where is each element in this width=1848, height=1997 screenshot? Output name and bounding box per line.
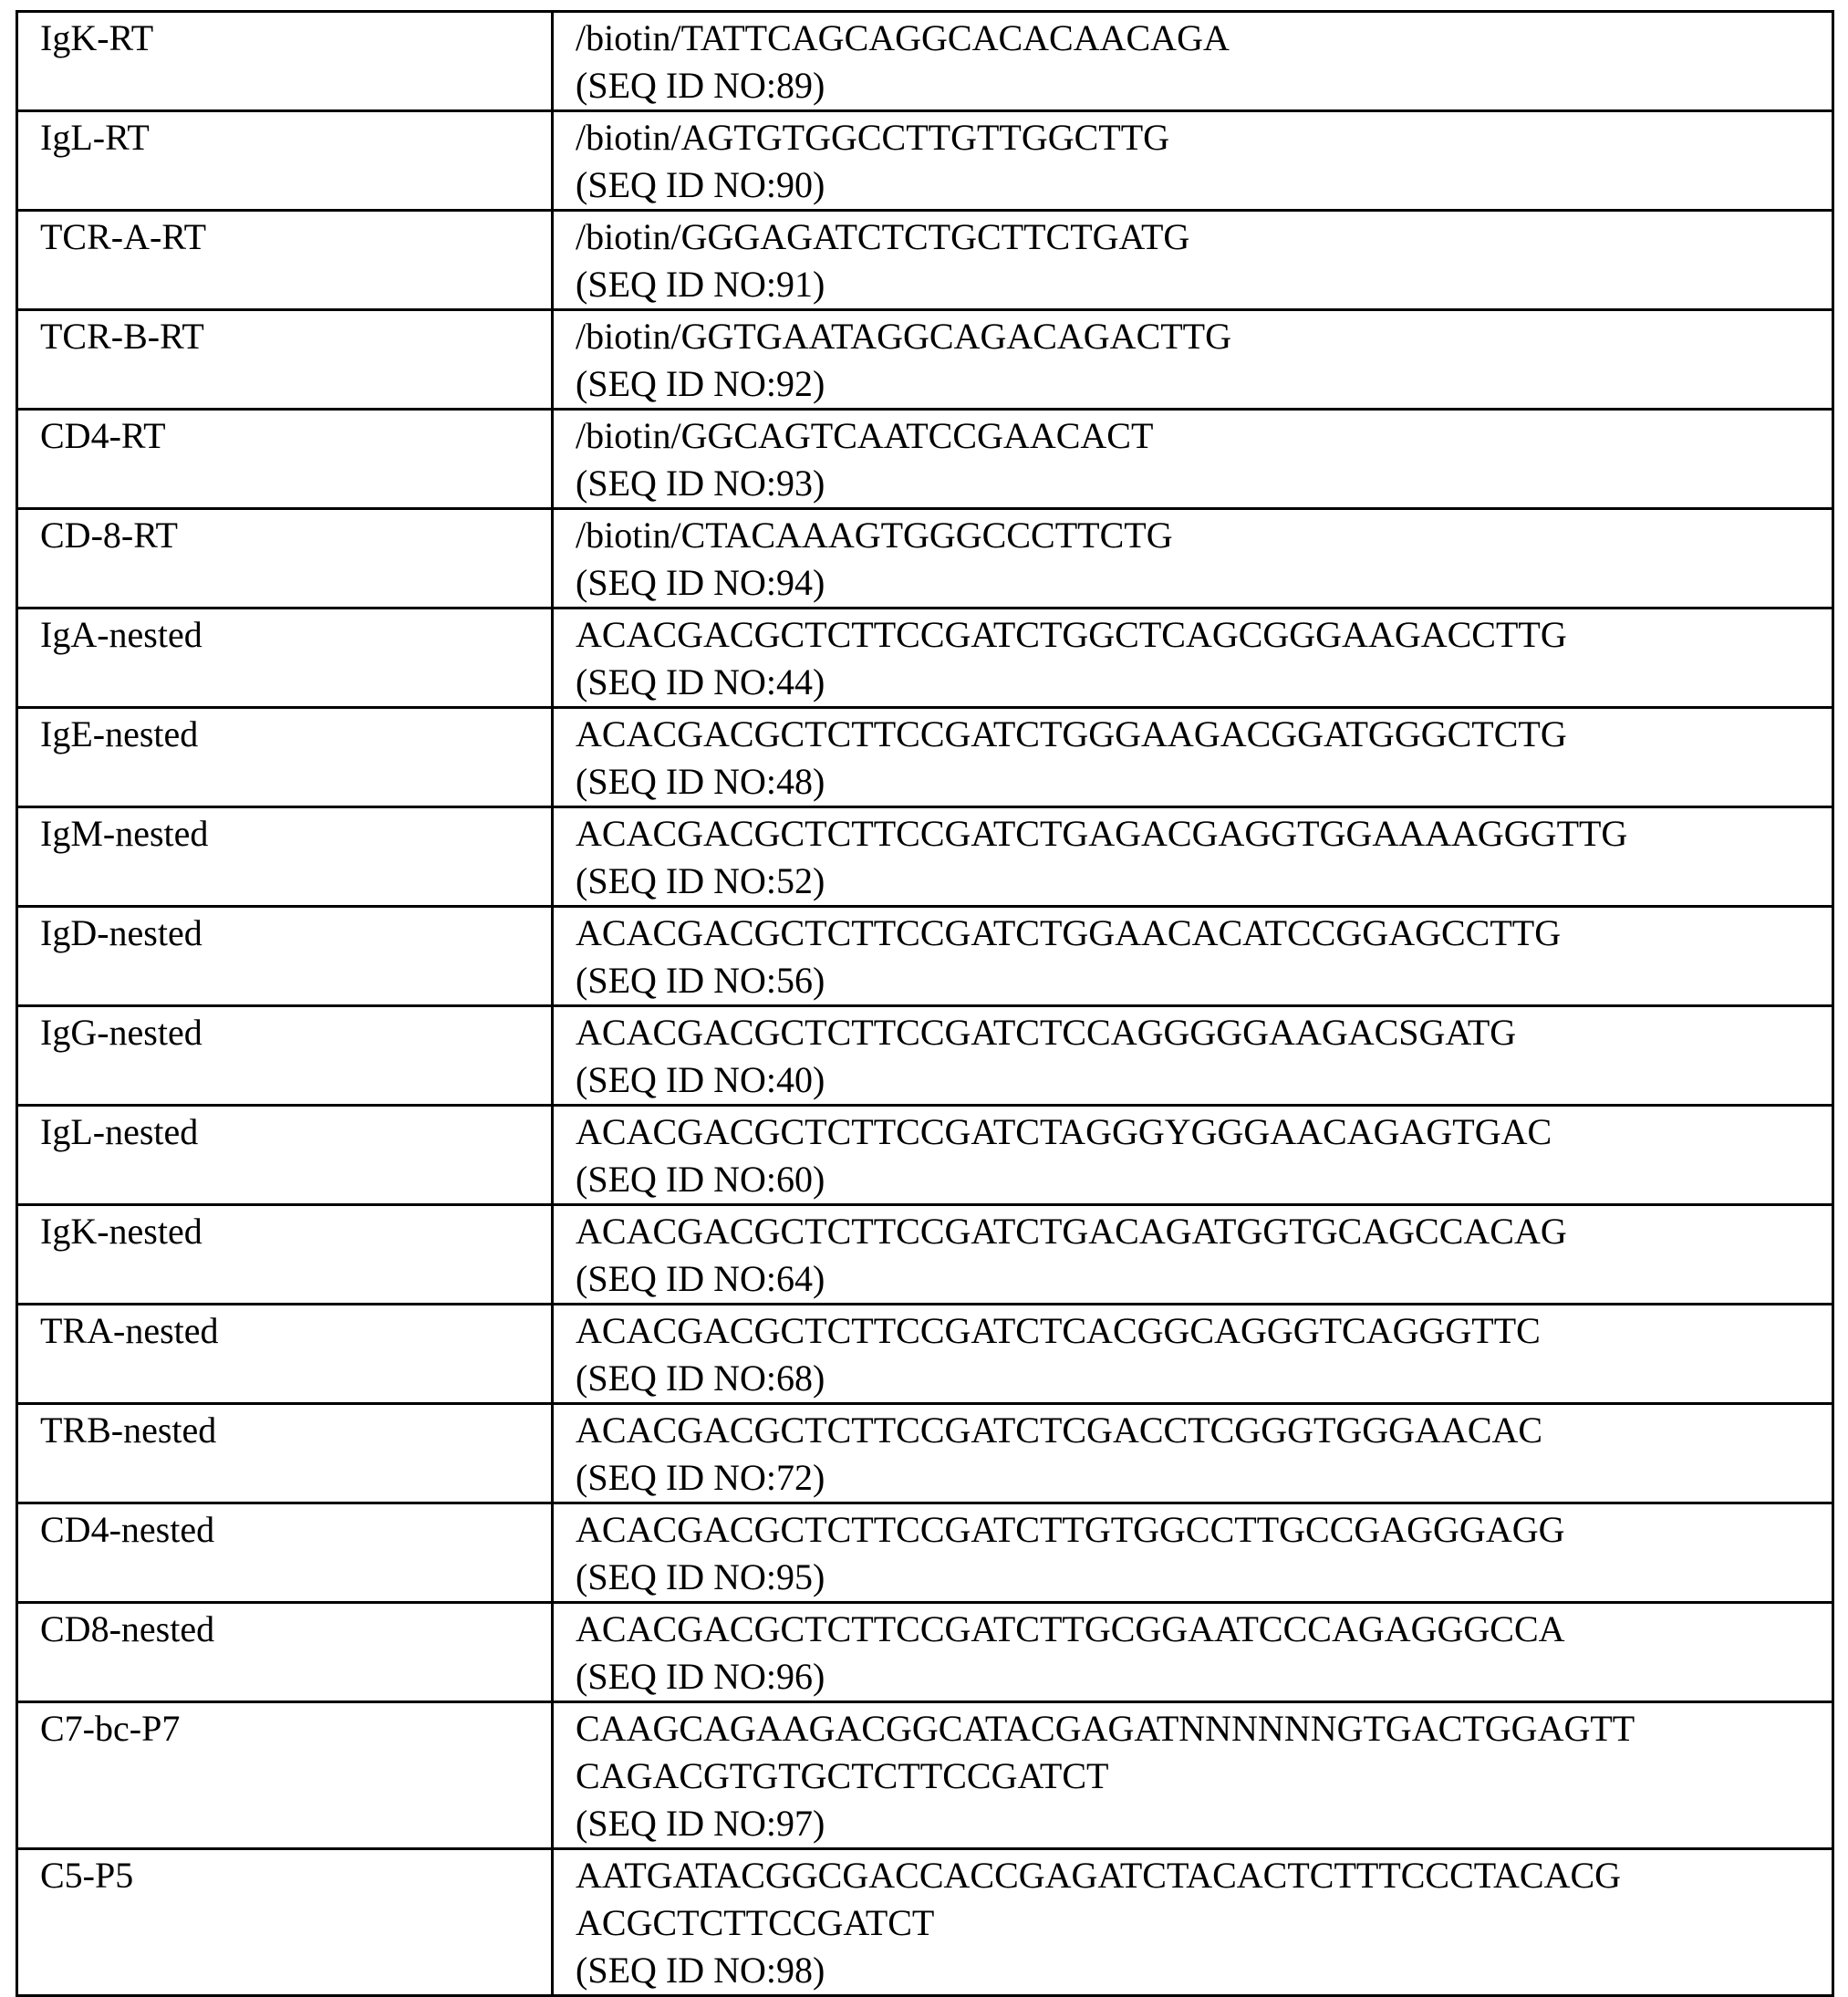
sequence-cell <box>553 1849 1833 1996</box>
primer-name-cell: IgK-nested <box>17 1205 553 1305</box>
sequence-text: /biotin/TATTCAGCAGGCACACAACAGA <box>576 15 1832 62</box>
sequence-cell <box>553 1305 1833 1404</box>
sequence-cell <box>553 211 1833 310</box>
table-row <box>17 1205 1833 1305</box>
sequence-text: ACACGACGCTCTTCCGATCTGGGAAGACGGATGGGCTCTG <box>576 711 1832 758</box>
sequence-cell <box>553 608 1833 708</box>
table-row <box>17 708 1833 807</box>
sequence-text: ACACGACGCTCTTCCGATCTGGAACACATCCGGAGCCTTG <box>576 910 1832 957</box>
table-row <box>17 211 1833 310</box>
primer-name-cell: IgA-nested <box>17 608 553 708</box>
sequence-text: ACGCTCTTCCGATCT <box>576 1899 1832 1947</box>
table-row <box>17 907 1833 1006</box>
sequence-cell <box>553 1603 1833 1702</box>
primer-name-cell: IgE-nested <box>17 708 553 807</box>
sequence-cell <box>553 410 1833 509</box>
primer-name-cell: C5-P5 <box>17 1849 553 1996</box>
sequence-cell <box>553 509 1833 608</box>
sequence-text: ACACGACGCTCTTCCGATCTGAGACGAGGTGGAAAAGGGTTG <box>576 810 1832 858</box>
sequence-text: ACACGACGCTCTTCCGATCTCCAGGGGGAAGACSGATG <box>576 1009 1832 1056</box>
primer-name-cell: CD-8-RT <box>17 509 553 608</box>
sequence-text: CAAGCAGAAGACGGCATACGAGATNNNNNNGTGACTGGAGTT <box>576 1705 1832 1753</box>
primer-name-cell: IgK-RT <box>17 12 553 111</box>
table-row <box>17 1702 1833 1849</box>
sequence-text: ACACGACGCTCTTCCGATCTCGACCTCGGGTGGGAACAC <box>576 1407 1832 1454</box>
sequence-cell <box>553 1106 1833 1205</box>
seq-id-text: (SEQ ID NO:89) <box>576 62 1832 109</box>
primer-name-cell: TRB-nested <box>17 1404 553 1503</box>
primer-name-cell: CD8-nested <box>17 1603 553 1702</box>
seq-id-text: (SEQ ID NO:72) <box>576 1454 1832 1502</box>
table-row <box>17 1305 1833 1404</box>
sequence-cell <box>553 12 1833 111</box>
sequence-cell <box>553 1205 1833 1305</box>
table-row <box>17 111 1833 211</box>
seq-id-text: (SEQ ID NO:94) <box>576 559 1832 607</box>
sequence-text: /biotin/CTACAAAGTGGGCCCTTCTG <box>576 512 1832 559</box>
sequence-text: /biotin/GGTGAATAGGCAGACAGACTTG <box>576 313 1832 360</box>
primer-name-cell: IgG-nested <box>17 1006 553 1106</box>
primer-name-cell: C7-bc-P7 <box>17 1702 553 1849</box>
seq-id-text: (SEQ ID NO:52) <box>576 858 1832 905</box>
primer-name-cell: CD4-nested <box>17 1503 553 1603</box>
table-row <box>17 12 1833 111</box>
sequence-text: CAGACGTGTGCTCTTCCGATCT <box>576 1753 1832 1800</box>
seq-id-text: (SEQ ID NO:93) <box>576 460 1832 507</box>
primer-name-cell: IgL-RT <box>17 111 553 211</box>
sequence-text: /biotin/GGCAGTCAATCCGAACACT <box>576 412 1832 460</box>
sequence-cell <box>553 1702 1833 1849</box>
seq-id-text: (SEQ ID NO:44) <box>576 659 1832 706</box>
sequence-text: ACACGACGCTCTTCCGATCTTGCGGAATCCCAGAGGGCCA <box>576 1606 1832 1653</box>
seq-id-text: (SEQ ID NO:90) <box>576 161 1832 209</box>
seq-id-text: (SEQ ID NO:68) <box>576 1355 1832 1402</box>
sequence-text: /biotin/AGTGTGGCCTTGTTGGCTTG <box>576 114 1832 161</box>
seq-id-text: (SEQ ID NO:95) <box>576 1554 1832 1601</box>
table-row <box>17 410 1833 509</box>
primer-name-cell: TRA-nested <box>17 1305 553 1404</box>
seq-id-text: (SEQ ID NO:48) <box>576 758 1832 806</box>
seq-id-text: (SEQ ID NO:98) <box>576 1947 1832 1994</box>
sequence-cell <box>553 907 1833 1006</box>
table-row <box>17 1603 1833 1702</box>
primer-name-cell: IgD-nested <box>17 907 553 1006</box>
seq-id-text: (SEQ ID NO:97) <box>576 1800 1832 1847</box>
sequence-cell <box>553 1503 1833 1603</box>
sequence-cell <box>553 111 1833 211</box>
sequence-text: ACACGACGCTCTTCCGATCTGACAGATGGTGCAGCCACAG <box>576 1208 1832 1255</box>
primer-name-cell: IgL-nested <box>17 1106 553 1205</box>
primer-name-cell: CD4-RT <box>17 410 553 509</box>
table-row <box>17 1503 1833 1603</box>
primer-name-cell: TCR-B-RT <box>17 310 553 410</box>
seq-id-text: (SEQ ID NO:92) <box>576 360 1832 408</box>
sequence-text: ACACGACGCTCTTCCGATCTCACGGCAGGGTCAGGGTTC <box>576 1307 1832 1355</box>
sequence-text: ACACGACGCTCTTCCGATCTGGCTCAGCGGGAAGACCTTG <box>576 611 1832 659</box>
primer-name-cell: IgM-nested <box>17 807 553 907</box>
seq-id-text: (SEQ ID NO:40) <box>576 1056 1832 1104</box>
sequence-text: /biotin/GGGAGATCTCTGCTTCTGATG <box>576 213 1832 261</box>
seq-id-text: (SEQ ID NO:56) <box>576 957 1832 1004</box>
sequence-cell <box>553 1006 1833 1106</box>
seq-id-text: (SEQ ID NO:64) <box>576 1255 1832 1303</box>
sequence-text: ACACGACGCTCTTCCGATCTTGTGGCCTTGCCGAGGGAGG <box>576 1506 1832 1554</box>
sequence-text: ACACGACGCTCTTCCGATCTAGGGYGGGAACAGAGTGAC <box>576 1108 1832 1156</box>
table-row <box>17 608 1833 708</box>
table-row <box>17 1849 1833 1996</box>
sequence-text: AATGATACGGCGACCACCGAGATCTACACTCTTTCCCTACACG <box>576 1852 1832 1899</box>
table-row <box>17 310 1833 410</box>
seq-id-text: (SEQ ID NO:96) <box>576 1653 1832 1701</box>
table-row <box>17 509 1833 608</box>
sequence-cell <box>553 310 1833 410</box>
sequence-cell <box>553 1404 1833 1503</box>
sequence-cell <box>553 708 1833 807</box>
sequence-cell <box>553 807 1833 907</box>
primer-name-cell: TCR-A-RT <box>17 211 553 310</box>
table-row <box>17 1006 1833 1106</box>
table-row <box>17 807 1833 907</box>
table-row <box>17 1404 1833 1503</box>
seq-id-text: (SEQ ID NO:91) <box>576 261 1832 308</box>
table-body <box>17 12 1833 1996</box>
primer-sequence-table <box>16 10 1834 1997</box>
seq-id-text: (SEQ ID NO:60) <box>576 1156 1832 1203</box>
table-row <box>17 1106 1833 1205</box>
